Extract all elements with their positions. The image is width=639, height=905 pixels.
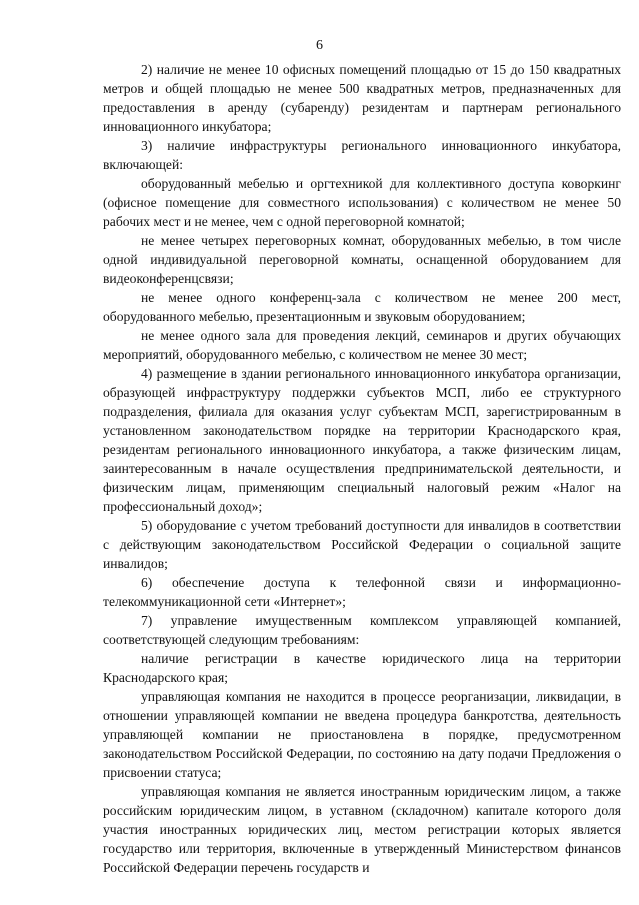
paragraph: 2) наличие не менее 10 офисных помещений площадью от 15 до 150 квадратных метров и общей площадью не менее 500 квадратных метров, предназначенных для предоставления в аренду (субаренду) резидентам и партнерам регионального инновационного инкубатора; — [103, 62, 621, 134]
paragraph: не менее четырех переговорных комнат, оборудованных мебелью, в том числе одной индивидуальной переговорной комнаты, оснащенной оборудованием для видеоконференцсвязи; — [103, 233, 621, 286]
paragraph: 4) размещение в здании регионального инновационного инкубатора организации, образующей инфраструктуру поддержки субъектов МСП, либо ее структурного подразделения, филиала для оказания услуг субъектам МСП, зарегистрированным в установленном законодательством порядке на территории Краснодарского края, резидентам регионального инновационного инкубатора, а также физическим лицам, заинтересованным в начале осуществления предпринимательской деятельности, и физическим лицам, применяющим специальный налоговый режим «Налог на профессиональный доход»; — [103, 366, 621, 514]
paragraph: не менее одного зала для проведения лекций, семинаров и других обучающих мероприятий, оборудованного мебелью, с количеством не менее 30 мест; — [103, 328, 621, 362]
paragraph: управляющая компания не находится в процессе реорганизации, ликвидации, в отношении управляющей компании не введена процедура банкротства, деятельность управляющей компании не приостановлена в порядке, предусмотренном законодательством Российской Федерации, по состоянию на дату подачи Предложения о присвоении статуса; — [103, 689, 621, 780]
document-body — [103, 60, 621, 877]
paragraph: 5) оборудование с учетом требований доступности для инвалидов в соответствии с действующим законодательством Российской Федерации о социальной защите инвалидов; — [103, 518, 621, 571]
page-number: 6 — [316, 38, 323, 53]
paragraph: 3) наличие инфраструктуры регионального инновационного инкубатора, включающей: — [103, 138, 621, 172]
paragraph: не менее одного конференц-зала с количеством не менее 200 мест, оборудованного мебелью, презентационным и звуковым оборудованием; — [103, 290, 621, 324]
paragraph: оборудованный мебелью и оргтехникой для коллективного доступа коворкинг (офисное помещение для совместного использования) с количеством не менее 50 рабочих мест и не менее, чем с одной переговорной комнатой; — [103, 176, 621, 229]
paragraph: 6) обеспечение доступа к телефонной связи и информационно-телекоммуникационной сети «Интернет»; — [103, 575, 621, 609]
paragraph: управляющая компания не является иностранным юридическим лицом, а также российским юридическим лицом, в уставном (складочном) капитале которого доля участия иностранных юридических лиц, местом регистрации которых является государство или территория, включенные в утвержденный Министерством финансов Российской Федерации перечень государств и — [103, 784, 621, 875]
paragraph: наличие регистрации в качестве юридического лица на территории Краснодарского края; — [103, 651, 621, 685]
paragraph: 7) управление имущественным комплексом управляющей компанией, соответствующей следующим требованиям: — [103, 613, 621, 647]
